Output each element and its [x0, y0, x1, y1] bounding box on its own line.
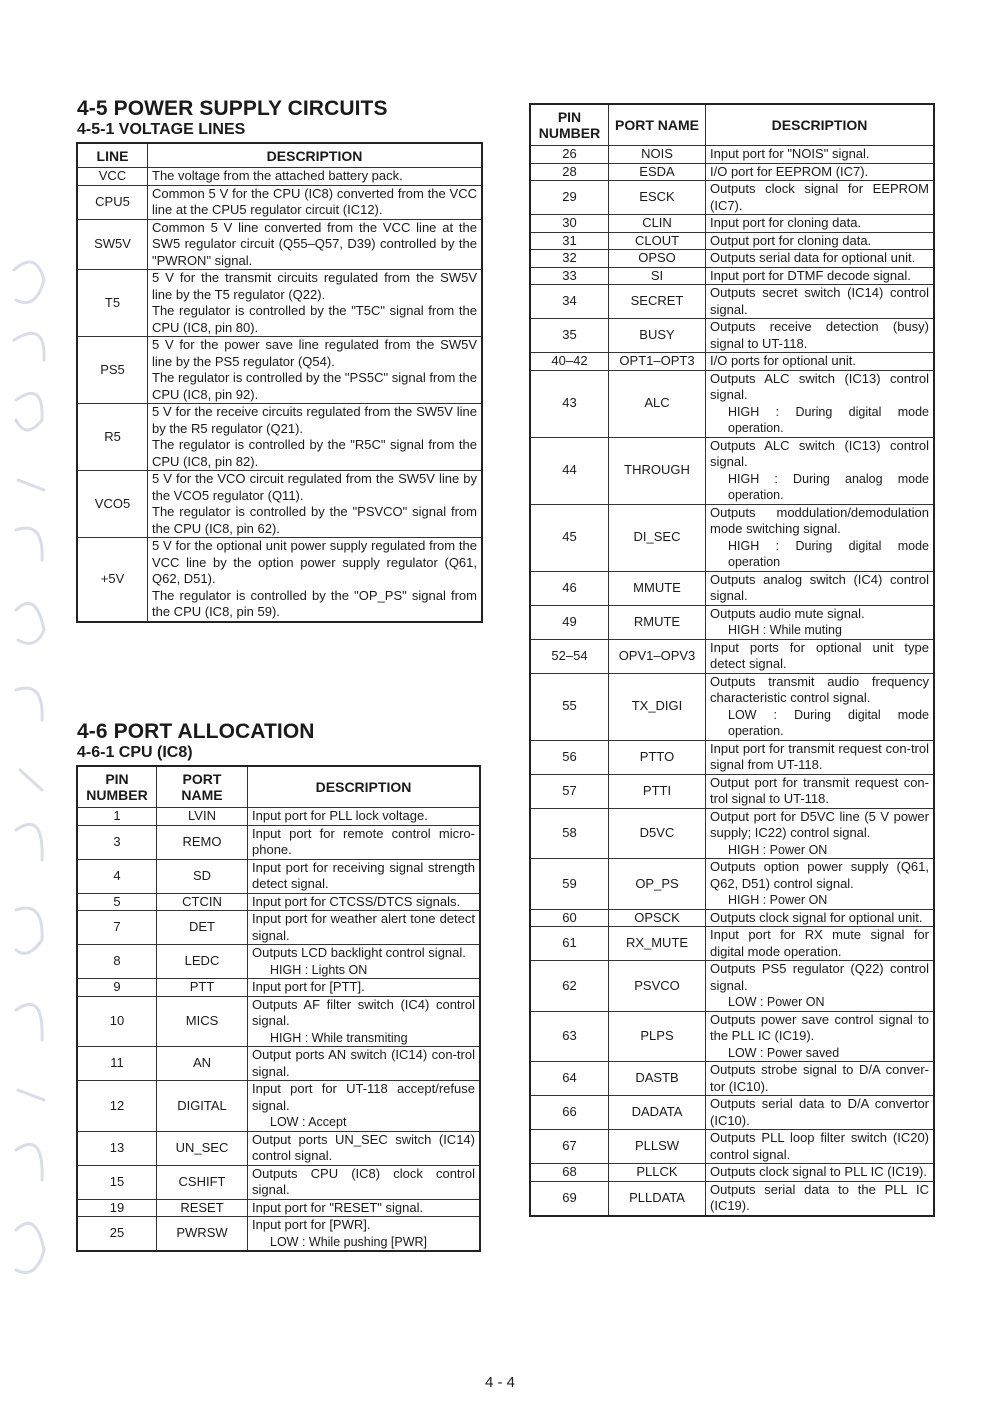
header-description: DESCRIPTION	[706, 105, 934, 146]
table-row	[531, 370, 934, 437]
pin-number-cell: 34	[531, 285, 609, 319]
description-text: Outputs strobe signal to D/A conver-tor (IC10).	[710, 1062, 929, 1094]
description-cell	[706, 504, 934, 571]
port-name-cell: CTCIN	[157, 893, 248, 911]
pin-number-cell: 40–42	[531, 353, 609, 371]
port-name-cell: LVIN	[157, 808, 248, 826]
description-text: The voltage from the attached battery pack.	[152, 168, 403, 183]
port-name-cell: SD	[157, 859, 248, 893]
port-name-cell: MMUTE	[609, 571, 706, 605]
table-row	[78, 168, 482, 186]
port-name-cell: AN	[157, 1047, 248, 1081]
description-cell	[248, 1131, 480, 1165]
section-subtitle: 4-6-1 CPU (IC8)	[77, 744, 193, 761]
port-name-cell: TX_DIGI	[609, 673, 706, 740]
table-row	[531, 1011, 934, 1062]
line-cell: CPU5	[78, 185, 148, 219]
description-note: HIGH : During digital mode operation	[728, 538, 929, 569]
description-text: Outputs secret switch (IC14) control signal.	[710, 285, 929, 317]
description-note: HIGH : Lights ON	[270, 962, 368, 977]
line-cell: +5V	[78, 538, 148, 622]
description-cell	[706, 774, 934, 808]
pin-number-cell: 64	[531, 1062, 609, 1096]
table-row	[78, 1165, 480, 1199]
table-row	[78, 270, 482, 337]
description-text: Outputs PLL loop filter switch (IC20) control signal.	[710, 1130, 929, 1162]
line-cell: PS5	[78, 337, 148, 404]
description-text: Outputs option power supply (Q61, Q62, D51) control signal.	[710, 859, 929, 891]
description-text: Outputs audio mute signal.	[710, 605, 865, 621]
description-cell	[706, 250, 934, 268]
power-supply-section	[77, 97, 388, 139]
pin-number-cell: 3	[78, 825, 157, 859]
description-note: HIGH : While muting	[728, 623, 842, 637]
description-text: Input port for CTCSS/DTCS signals.	[252, 893, 461, 909]
port-name-cell: THROUGH	[609, 437, 706, 504]
table-row	[78, 859, 480, 893]
description-text: Outputs moddulation/demodulation mode switching signal.	[710, 504, 929, 536]
pin-number-cell: 59	[531, 859, 609, 910]
description-text: Output port for cloning data.	[710, 232, 872, 248]
port-name-cell: RX_MUTE	[609, 927, 706, 961]
header-pin-number: PIN NUMBER	[78, 767, 157, 808]
table-row	[78, 1047, 480, 1081]
pin-number-cell: 29	[531, 181, 609, 215]
description-cell	[706, 319, 934, 353]
description-cell	[706, 353, 934, 371]
pin-number-cell: 26	[531, 146, 609, 164]
pin-number-cell: 12	[78, 1081, 157, 1132]
port-name-cell: PLLCK	[609, 1164, 706, 1182]
table-row	[531, 673, 934, 740]
description-text: Input port for cloning data.	[710, 215, 862, 230]
pin-number-cell: 45	[531, 504, 609, 571]
header-description: DESCRIPTION	[248, 767, 480, 808]
pin-number-cell: 30	[531, 215, 609, 233]
pin-number-cell: 44	[531, 437, 609, 504]
page-number: 4 - 4	[484, 1374, 515, 1391]
pin-number-cell: 1	[78, 808, 157, 826]
description-text: Input port for RX mute signal for digital mode operation.	[710, 927, 929, 959]
table-row	[78, 996, 480, 1047]
port-name-cell: OPSO	[609, 250, 706, 268]
description-text: Outputs serial data to D/A convertor (IC10).	[710, 1096, 929, 1128]
description-cell	[148, 219, 482, 270]
description-cell	[148, 270, 482, 337]
header-pin-number: PIN NUMBER	[531, 105, 609, 146]
description-note: HIGH : During analog mode operation.	[728, 471, 929, 502]
pin-number-cell: 7	[78, 911, 157, 945]
description-cell	[148, 471, 482, 538]
table-row	[531, 267, 934, 285]
description-cell	[248, 825, 480, 859]
description-text: The regulator is controlled by the "T5C" signal from the CPU (IC8, pin 80).	[152, 303, 477, 335]
table-row	[531, 571, 934, 605]
description-cell	[248, 979, 480, 997]
description-cell	[706, 740, 934, 774]
pin-number-cell: 55	[531, 673, 609, 740]
description-cell	[706, 232, 934, 250]
header-description: DESCRIPTION	[148, 144, 482, 168]
description-text: Output ports AN switch (IC14) con-trol signal.	[252, 1047, 475, 1079]
pin-number-cell: 46	[531, 571, 609, 605]
description-text: Input port for DTMF decode signal.	[710, 267, 911, 283]
pin-number-cell: 8	[78, 945, 157, 979]
pin-number-cell: 52–54	[531, 639, 609, 673]
description-text: 5 V for the optional unit power supply regulated from the VCC line by the option power supply regulator (Q61, Q62, D51).	[152, 538, 477, 586]
description-text: Outputs ALC switch (IC13) control signal.	[710, 370, 929, 402]
section-title: 4-6 PORT ALLOCATION	[77, 720, 315, 743]
table-row	[531, 961, 934, 1012]
description-note: HIGH : During digital mode operation.	[728, 404, 929, 435]
description-note: HIGH : Power ON	[728, 893, 828, 907]
port-name-cell: ESDA	[609, 163, 706, 181]
description-cell	[248, 1217, 480, 1251]
port-name-cell: PTTO	[609, 740, 706, 774]
description-text: Outputs clock signal to PLL IC (IC19).	[710, 1164, 928, 1179]
table-row	[78, 979, 480, 997]
table-row	[78, 911, 480, 945]
description-note: HIGH : Power ON	[728, 842, 828, 857]
description-cell	[706, 181, 934, 215]
description-cell	[248, 808, 480, 826]
description-text: Outputs LCD backlight control signal.	[252, 945, 466, 960]
section-subtitle: 4-5-1 VOLTAGE LINES	[77, 121, 246, 138]
pin-number-cell: 10	[78, 996, 157, 1047]
description-note: LOW : Power saved	[728, 1045, 840, 1060]
pin-number-cell: 63	[531, 1011, 609, 1062]
description-cell	[248, 1047, 480, 1081]
pin-number-cell: 35	[531, 319, 609, 353]
pin-number-cell: 19	[78, 1199, 157, 1217]
port-name-cell: UN_SEC	[157, 1131, 248, 1165]
description-cell	[148, 337, 482, 404]
table-row	[531, 808, 934, 859]
port-name-cell: ESCK	[609, 181, 706, 215]
pin-number-cell: 61	[531, 927, 609, 961]
description-text: Outputs clock signal for optional unit.	[710, 909, 923, 925]
description-text: Common 5 V line converted from the VCC line at the SW5 regulator circuit (Q55–Q57, D39) controlled by the "PWRON" signal.	[152, 219, 477, 268]
pin-number-cell: 68	[531, 1164, 609, 1182]
description-cell	[248, 859, 480, 893]
table-row	[78, 538, 482, 622]
port-allocation-section	[77, 720, 315, 762]
table-row	[531, 250, 934, 268]
description-cell	[706, 1130, 934, 1164]
port-name-cell: OPSCK	[609, 909, 706, 927]
port-name-cell: PWRSW	[157, 1217, 248, 1251]
port-name-cell: DET	[157, 911, 248, 945]
description-text: I/O port for EEPROM (IC7).	[710, 163, 869, 179]
description-text: Outputs CPU (IC8) clock control signal.	[252, 1165, 475, 1197]
description-text: Output port for transmit request con-trol signal to UT-118.	[710, 774, 929, 806]
description-text: Outputs serial data for optional unit.	[710, 250, 916, 265]
description-text: 5 V for the VCO circuit regulated from the SW5V line by the VCO5 regulator (Q11).	[152, 471, 477, 503]
description-text: Input port for remote control micro-phone.	[252, 825, 475, 857]
table-row	[531, 285, 934, 319]
description-text: Outputs transmit audio frequency characteristic control signal.	[710, 673, 929, 705]
description-cell	[706, 639, 934, 673]
description-text: 5 V for the power save line regulated from the SW5V line by the PS5 regulator (Q54).	[152, 337, 477, 369]
table-row	[531, 1096, 934, 1130]
port-name-cell: NOIS	[609, 146, 706, 164]
pin-number-cell: 56	[531, 740, 609, 774]
description-text: 5 V for the transmit circuits regulated from the SW5V line by the T5 regulator (Q22).	[152, 270, 477, 302]
port-name-cell: CLOUT	[609, 232, 706, 250]
port-name-cell: DIGITAL	[157, 1081, 248, 1132]
description-cell	[148, 168, 482, 186]
cpu-port-table-left	[77, 766, 480, 1251]
voltage-lines-table	[77, 143, 482, 622]
description-note: LOW : Accept	[270, 1115, 347, 1129]
pin-number-cell: 25	[78, 1217, 157, 1251]
description-text: Input port for [PWR].	[252, 1217, 371, 1232]
pin-number-cell: 32	[531, 250, 609, 268]
port-name-cell: PTT	[157, 979, 248, 997]
line-cell: VCC	[78, 168, 148, 186]
description-cell	[706, 267, 934, 285]
description-note: LOW : During digital mode operation.	[728, 707, 929, 738]
table-row	[78, 893, 480, 911]
description-cell	[706, 571, 934, 605]
port-name-cell: REMO	[157, 825, 248, 859]
pin-number-cell: 57	[531, 774, 609, 808]
pin-number-cell: 9	[78, 979, 157, 997]
line-cell: R5	[78, 404, 148, 471]
pin-number-cell: 60	[531, 909, 609, 927]
table-row	[531, 232, 934, 250]
port-name-cell: BUSY	[609, 319, 706, 353]
port-name-cell: RMUTE	[609, 605, 706, 639]
description-cell	[706, 909, 934, 927]
pin-number-cell: 15	[78, 1165, 157, 1199]
pin-number-cell: 69	[531, 1181, 609, 1215]
description-cell	[148, 185, 482, 219]
description-text: Outputs receive detection (busy) signal to UT-118.	[710, 319, 929, 351]
description-text: Outputs ALC switch (IC13) control signal.	[710, 437, 929, 469]
description-text: Outputs power save control signal to the PLL IC (IC19).	[710, 1011, 929, 1043]
port-name-cell: MICS	[157, 996, 248, 1047]
table-row	[78, 1131, 480, 1165]
table-row	[531, 1164, 934, 1182]
description-text: The regulator is controlled by the "PSVCO" signal from the CPU (IC8, pin 62).	[152, 504, 477, 536]
description-cell	[706, 370, 934, 437]
description-text: Input port for UT-118 accept/refuse signal.	[252, 1081, 475, 1113]
description-cell	[248, 1165, 480, 1199]
port-name-cell: RESET	[157, 1199, 248, 1217]
table-row	[78, 471, 482, 538]
description-text: Input port for "NOIS" signal.	[710, 146, 870, 161]
description-text: Output ports UN_SEC switch (IC14) control signal.	[252, 1131, 475, 1163]
pin-number-cell: 4	[78, 859, 157, 893]
description-cell	[148, 404, 482, 471]
table-row	[78, 1081, 480, 1132]
port-name-cell: CLIN	[609, 215, 706, 233]
description-cell	[248, 893, 480, 911]
pin-number-cell: 13	[78, 1131, 157, 1165]
description-cell	[706, 927, 934, 961]
pin-number-cell: 66	[531, 1096, 609, 1130]
table-row	[78, 945, 480, 979]
table-row	[531, 1181, 934, 1215]
description-text: I/O ports for optional unit.	[710, 353, 856, 368]
pin-number-cell: 62	[531, 961, 609, 1012]
port-name-cell: LEDC	[157, 945, 248, 979]
pin-number-cell: 49	[531, 605, 609, 639]
description-cell	[706, 859, 934, 910]
line-cell: VCO5	[78, 471, 148, 538]
line-cell: SW5V	[78, 219, 148, 270]
table-row	[531, 859, 934, 910]
table-row	[78, 808, 480, 826]
description-cell	[706, 1181, 934, 1215]
description-text: The regulator is controlled by the "OP_PS" signal from the CPU (IC8, pin 59).	[152, 587, 477, 619]
description-note: HIGH : While transmiting	[270, 1030, 408, 1045]
table-row	[531, 909, 934, 927]
table-row	[78, 404, 482, 471]
description-text: Output port for D5VC line (5 V power supply; IC22) control signal.	[710, 808, 929, 840]
description-cell	[706, 285, 934, 319]
description-cell	[248, 1081, 480, 1132]
table-row	[78, 1217, 480, 1251]
description-cell	[706, 961, 934, 1012]
port-name-cell: DASTB	[609, 1062, 706, 1096]
header-line: LINE	[78, 144, 148, 168]
pin-number-cell: 11	[78, 1047, 157, 1081]
port-name-cell: PLPS	[609, 1011, 706, 1062]
port-name-cell: PLLSW	[609, 1130, 706, 1164]
table-row	[531, 1062, 934, 1096]
description-cell	[248, 911, 480, 945]
description-cell	[148, 538, 482, 622]
port-name-cell: OPT1–OPT3	[609, 353, 706, 371]
table-row	[531, 181, 934, 215]
description-text: Input port for transmit request con-trol signal from UT-118.	[710, 740, 929, 772]
port-name-cell: PSVCO	[609, 961, 706, 1012]
description-text: Input port for "RESET" signal.	[252, 1199, 424, 1215]
pin-number-cell: 31	[531, 232, 609, 250]
description-text: The regulator is controlled by the "R5C" signal from the CPU (IC8, pin 82).	[152, 437, 477, 469]
table-row	[531, 353, 934, 371]
description-cell	[706, 163, 934, 181]
pin-number-cell: 33	[531, 267, 609, 285]
description-text: Input port for [PTT].	[252, 979, 365, 994]
pin-number-cell: 28	[531, 163, 609, 181]
description-text: 5 V for the receive circuits regulated from the SW5V line by the R5 regulator (Q21).	[152, 404, 477, 436]
description-cell	[706, 673, 934, 740]
port-name-cell: PTTI	[609, 774, 706, 808]
header-port-name: PORT NAME	[157, 767, 248, 808]
port-name-cell: CSHIFT	[157, 1165, 248, 1199]
header-port-name: PORT NAME	[609, 105, 706, 146]
table-row	[531, 163, 934, 181]
description-text: Common 5 V for the CPU (IC8) converted from the VCC line at the CPU5 regulator circuit (IC12).	[152, 185, 477, 217]
port-name-cell: ALC	[609, 370, 706, 437]
port-name-cell: OP_PS	[609, 859, 706, 910]
description-cell	[706, 808, 934, 859]
description-cell	[706, 1164, 934, 1182]
table-row	[531, 639, 934, 673]
description-note: LOW : While pushing [PWR]	[270, 1234, 427, 1249]
table-row	[531, 504, 934, 571]
port-name-cell: PLLDATA	[609, 1181, 706, 1215]
description-cell	[706, 1062, 934, 1096]
table-row	[531, 319, 934, 353]
description-cell	[706, 437, 934, 504]
description-cell	[248, 1199, 480, 1217]
description-text: Input port for weather alert tone detect signal.	[252, 911, 475, 943]
description-text: Input port for receiving signal strength detect signal.	[252, 859, 475, 891]
description-cell	[706, 215, 934, 233]
description-text: Outputs clock signal for EEPROM (IC7).	[710, 181, 929, 213]
watermark-image	[6, 250, 52, 1310]
pin-number-cell: 67	[531, 1130, 609, 1164]
description-text: The regulator is controlled by the "PS5C" signal from the CPU (IC8, pin 92).	[152, 370, 477, 402]
description-text: Outputs PS5 regulator (Q22) control signal.	[710, 961, 929, 993]
port-name-cell: OPV1–OPV3	[609, 639, 706, 673]
port-name-cell: DI_SEC	[609, 504, 706, 571]
pin-number-cell: 5	[78, 893, 157, 911]
port-name-cell: D5VC	[609, 808, 706, 859]
line-cell: T5	[78, 270, 148, 337]
port-name-cell: SI	[609, 267, 706, 285]
table-row	[531, 740, 934, 774]
table-row	[531, 146, 934, 164]
description-text: Outputs serial data to the PLL IC (IC19).	[710, 1181, 929, 1213]
port-name-cell: DADATA	[609, 1096, 706, 1130]
table-row	[78, 219, 482, 270]
table-row	[531, 774, 934, 808]
pin-number-cell: 43	[531, 370, 609, 437]
description-cell	[706, 605, 934, 639]
description-note: LOW : Power ON	[728, 995, 825, 1009]
description-text: Outputs analog switch (IC4) control signal.	[710, 571, 929, 603]
table-row	[531, 437, 934, 504]
description-cell	[706, 1011, 934, 1062]
description-text: Input port for PLL lock voltage.	[252, 808, 428, 823]
cpu-port-table-right	[530, 104, 934, 1216]
description-cell	[706, 1096, 934, 1130]
port-name-cell: SECRET	[609, 285, 706, 319]
description-text: Outputs AF filter switch (IC4) control signal.	[252, 996, 475, 1028]
table-row	[78, 185, 482, 219]
description-cell	[706, 146, 934, 164]
table-row	[531, 605, 934, 639]
description-text: Input ports for optional unit type detect signal.	[710, 639, 929, 671]
table-row	[78, 1199, 480, 1217]
description-cell	[248, 945, 480, 979]
table-row	[531, 1130, 934, 1164]
table-row	[531, 215, 934, 233]
table-row	[531, 927, 934, 961]
section-title: 4-5 POWER SUPPLY CIRCUITS	[77, 97, 388, 120]
table-row	[78, 825, 480, 859]
pin-number-cell: 58	[531, 808, 609, 859]
table-row	[78, 337, 482, 404]
description-cell	[248, 996, 480, 1047]
